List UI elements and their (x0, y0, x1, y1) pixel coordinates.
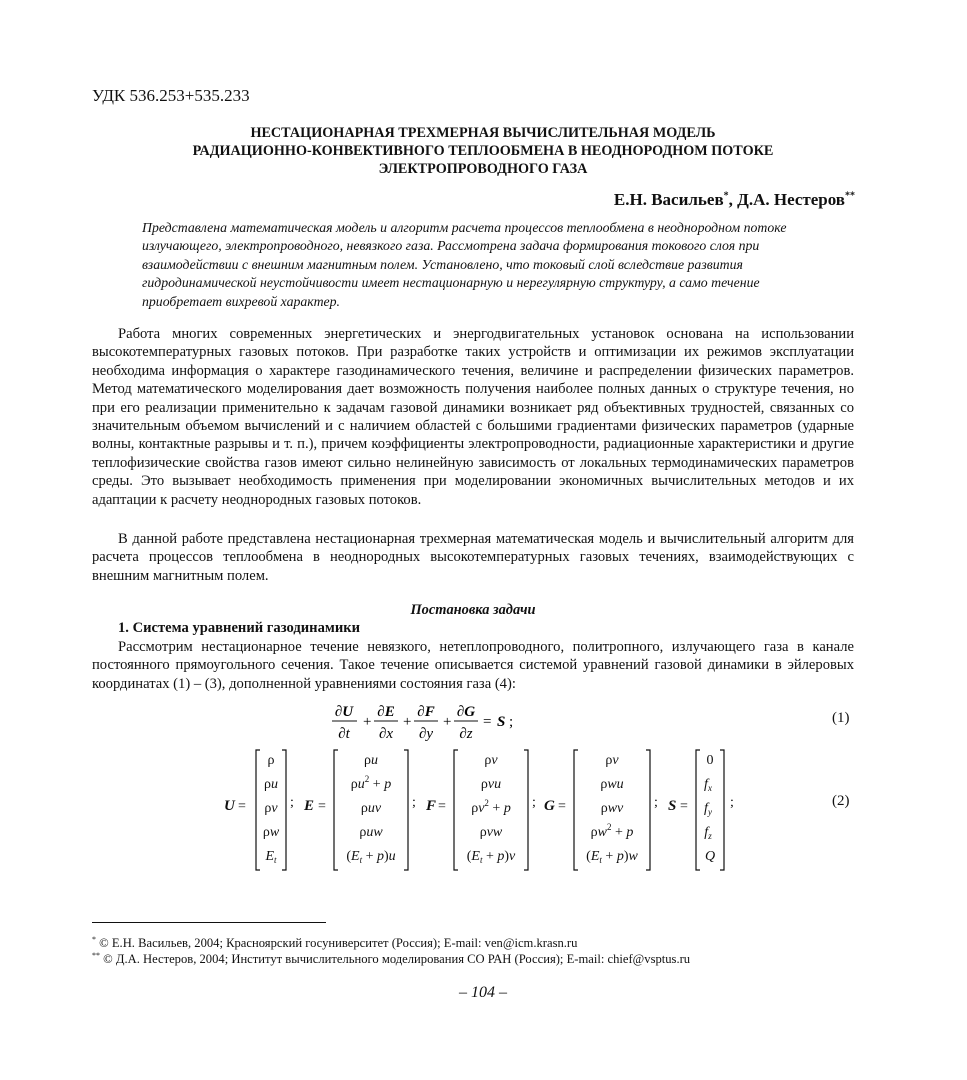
svg-text:+: + (363, 714, 372, 730)
svg-text:∂G: ∂G (456, 704, 476, 720)
svg-text:ρv: ρv (605, 753, 619, 768)
title-line-3: ЭЛЕКТРОПРОВОДНОГО ГАЗА (378, 161, 588, 177)
svg-text:Et: $E_t$ (265, 849, 277, 865)
equation-1-number: (1) (832, 710, 850, 726)
svg-text:∂F: ∂F (417, 704, 435, 720)
svg-text:fy: $f_y$ (704, 801, 712, 817)
svg-text:=: = (438, 799, 446, 814)
equation-1 (330, 698, 570, 746)
authors (614, 190, 855, 210)
author-1-mark: * (723, 190, 729, 202)
paragraph-text: Рассмотрим нестационарное течение невязкого, нетеплопроводного, политропного, излучающего газа в канале постоянного прямоугольного сечения. Такое течение описывается системой уравнений газовой динамики в эйлеровых координатах (1) – (3), дополненной уравнениями состояния газа (4): (92, 639, 854, 692)
svg-text:∂t: ∂t (338, 726, 350, 742)
svg-text:=: = (318, 799, 326, 814)
svg-text:ρu: ρu (364, 753, 378, 768)
svg-text:S: S (497, 714, 506, 730)
section-title: Постановка задачи (410, 602, 536, 618)
svg-text:+: + (403, 714, 412, 730)
svg-text:ρwu: ρwu (600, 777, 624, 792)
svg-text:ρu: ρu (264, 777, 278, 792)
equation-2-number: (2) (832, 793, 850, 809)
intro-paragraph-2 (92, 530, 854, 585)
footnote-2-mark: ** (92, 951, 100, 960)
title-line-1: НЕСТАЦИОНАРНАЯ ТРЕХМЕРНАЯ ВЫЧИСЛИТЕЛЬНАЯ МОДЕЛЬ (250, 125, 716, 141)
svg-text:(Et + p)v: $(E_t + p)v$ (466, 849, 516, 865)
footnote-1-mark: * (92, 935, 96, 944)
svg-text:;: ; (412, 795, 416, 810)
udk-code: УДК 536.253+535.233 (92, 86, 250, 105)
svg-text:U: U (224, 798, 235, 814)
svg-text:∂U: ∂U (334, 704, 354, 720)
svg-text:=: = (238, 799, 246, 814)
svg-text:ρv2 + p: $\rho v^2 + p$ (471, 798, 511, 816)
equation-2 (222, 746, 762, 876)
svg-text:=: = (558, 799, 566, 814)
subsection-title: 1. Система уравнений газодинамики (118, 620, 361, 636)
author-separator: , (728, 190, 738, 209)
author-2-mark: ** (845, 190, 855, 202)
footnote-1-text: © Е.Н. Васильев, 2004; Красноярский госуниверситет (Россия); E-mail: ven@icm.krasn.ru (96, 936, 578, 951)
svg-text:ρv: ρv (264, 801, 278, 816)
svg-text:Q: Q (704, 849, 716, 864)
svg-text:∂E: ∂E (377, 704, 395, 720)
footnote-2 (92, 948, 872, 967)
svg-text:(Et + p)w: $(E_t + p)w$ (586, 849, 638, 865)
svg-text:;: ; (730, 795, 734, 810)
footnote-2-text: © Д.А. Нестеров, 2004; Институт вычислительного моделирования СО РАН (Россия); E-mail: chief@vsptus.ru (100, 952, 691, 967)
svg-text:ρvw: ρvw (479, 825, 503, 840)
svg-text:∂y: ∂y (418, 726, 434, 742)
abstract: Представлена математическая модель и алгоритм расчета процессов теплообмена в неоднородном потоке излучающего, электропроводного, невязкого газа. Рассмотрена задача формирования токового слоя при взаимодействии с внешним магнитным полем. Установлено, что токовый слой вследствие развития гидродинамической неустойчивости имеет нестационарную и нерегулярную структуру, а само течение приобретает вихревой характер. (142, 220, 787, 309)
svg-text:G: G (544, 798, 555, 814)
svg-text:;: ; (654, 795, 658, 810)
svg-text:ρwv: ρwv (600, 801, 624, 816)
paragraph-text: Работа многих современных энергетических и энергодвигательных установок основана на использовании высокотемпературных газовых потоков. При разработке таких устройств и оптимизации их режимов эксплуатации необходима информация о характере газодинамического течения, величине и распределении физических параметров. Метод математического моделирования дает возможность получения наиболее полных данных о структуре течения, но при его реализации применительно к задачам газовой динамики возникает ряд объективных трудностей, связанных со значительным объемом вычислений и с наличием областей с большими градиентами физических параметров (ударные волны, контактные разрывы и т. п.), причем коэффициенты электропроводности, радиационные характеристики и другие теплофизические свойства газов имеют сильно нелинейную зависимость от локальных термодинамических параметров среды. Это вызывает необходимость применения при моделировании экономичных вычислительных методов и их адаптации к расчету неоднородных газовых потоков. (92, 326, 854, 508)
svg-text:ρvu: ρvu (480, 777, 502, 792)
paragraph-text: В данной работе представлена нестационарная трехмерная математическая модель и вычислительный алгоритм для расчета процессов теплообмена в неоднородных высокотемпературных газовых течениях, взаимодействующих с внешним магнитным полем. (92, 531, 854, 584)
svg-text:=: = (680, 799, 688, 814)
svg-text:0: 0 (706, 753, 714, 768)
svg-text:ρu2 + p: $\rho u^2 + p$ (350, 774, 392, 792)
svg-text:ρuw: ρuw (359, 825, 383, 840)
svg-text:S: S (668, 798, 677, 814)
svg-text:;: ; (509, 714, 514, 730)
svg-text:;: ; (532, 795, 536, 810)
author-2: Д.А. Нестеров (737, 190, 845, 209)
svg-text:F: F (426, 798, 437, 814)
svg-text:=: = (483, 714, 492, 730)
intro-paragraph-1 (92, 325, 854, 509)
page-number: – 104 – (459, 984, 507, 1001)
footnote-divider (92, 922, 326, 923)
svg-text:ρv: ρv (484, 753, 498, 768)
svg-text:(Et + p)u: $(E_t + p)u$ (346, 849, 396, 865)
problem-paragraph (92, 638, 854, 693)
svg-text:fz: $f_z$ (704, 825, 712, 841)
author-1: Е.Н. Васильев (613, 190, 724, 209)
svg-text:ρuv: ρuv (360, 801, 382, 816)
svg-text:∂x: ∂x (378, 726, 394, 742)
svg-text:ρw2 + p: $\rho w^2 + p$ (590, 822, 634, 840)
svg-text:ρw: ρw (262, 825, 280, 840)
svg-text:∂z: ∂z (459, 726, 473, 742)
paper-title (92, 124, 874, 178)
title-line-2: РАДИАЦИОННО-КОНВЕКТИВНОГО ТЕПЛООБМЕНА В НЕОДНОРОДНОМ ПОТОКЕ (192, 143, 774, 159)
svg-text:+: + (443, 714, 452, 730)
svg-text:ρ: ρ (267, 753, 275, 768)
svg-text:E: E (304, 798, 315, 814)
svg-text:fx: $f_x$ (704, 777, 712, 793)
svg-text:;: ; (290, 795, 294, 810)
